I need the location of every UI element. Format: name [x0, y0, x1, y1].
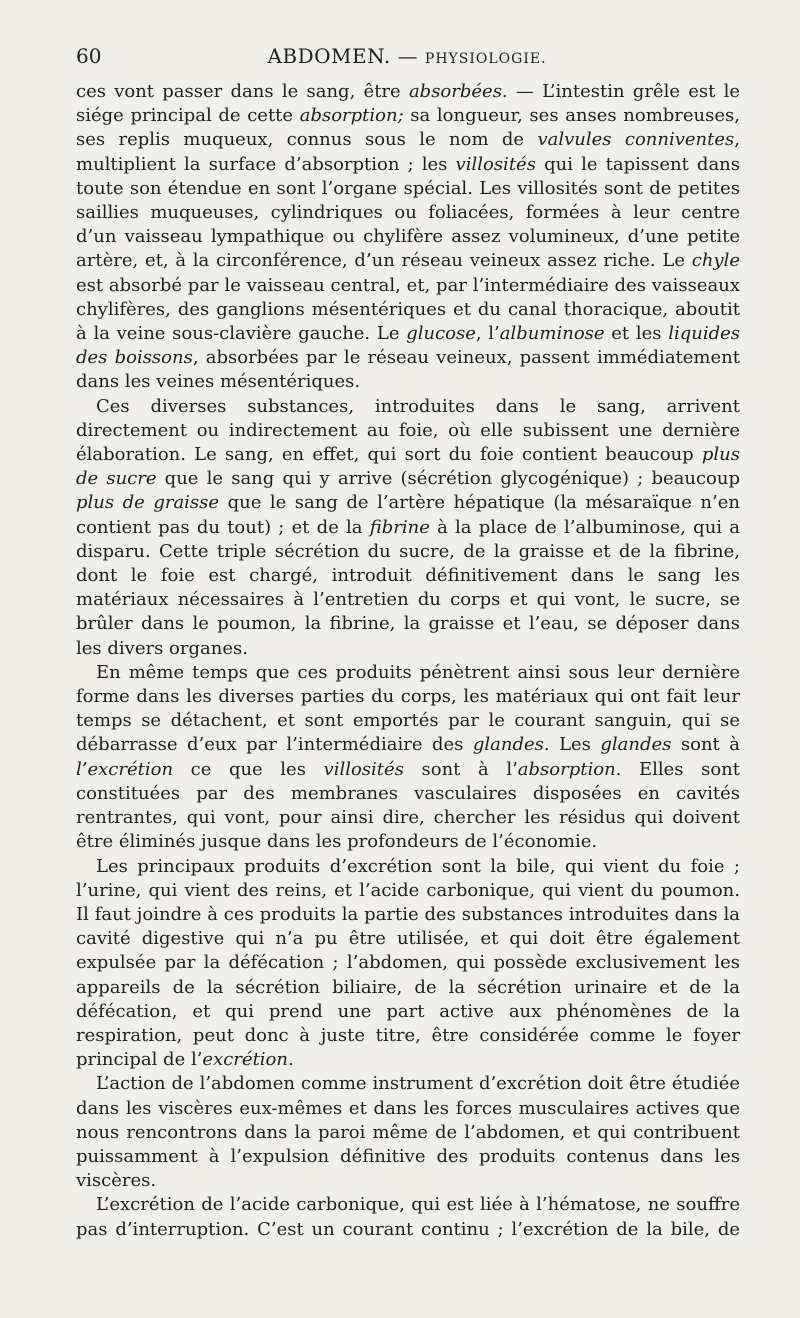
- paragraph-4: Les principaux produits d’excrétion sont la bile, qui vient du foie ; l’urine, qui vient des reins, et l’acide carbonique, qui vient du poumon. Il faut joindre à ces produits la partie des substances introduites dans la cavité digestive qui n’a pu être utilisée, et qui doit être également expulsée par la défécation ; l’abdomen, qui possède exclusivement les appareils de la sécrétion biliaire, de la sécrétion urinaire et de la défécation, et qui prend une part active aux phénomènes de la respiration, peut donc à juste titre, être considérée comme le foyer principal de l’excrétion.: [76, 855, 740, 1071]
- running-title: [76, 44, 738, 68]
- running-header: [76, 44, 738, 74]
- paragraph-6: L’excrétion de l’acide carbonique, qui est liée à l’hématose, ne souffre pas d’interruption. C’est un courant continu ; l’excrétion de la bile, de: [76, 1194, 740, 1240]
- header-subtitle: PHYSIOLOGIE.: [424, 51, 547, 67]
- page-number: 60: [76, 44, 102, 68]
- paragraph-2: Ces diverses substances, introduites dans le sang, arrivent directement ou indirectement au foie, où elle subissent une dernière élaboration. Le sang, en effet, qui sort du foie contient beaucoup plus de sucre que le sang qui y arrive (sécrétion glycogénique) ; beaucoup plus de graisse que le sang de l’artère hépatique (la mésaraïque n’en contient pas du tout) ; et de la fibrine à la place de l’albuminose, qui a disparu. Cette triple sécrétion du sucre, de la graisse et de la fibrine, dont le foie est chargé, introduit définitivement dans le sang les matériaux nécessaires à l’entretien du corps et qui vont, le sucre, se brûler dans le poumon, la fibrine, la graisse et l’eau, se déposer dans les divers organes.: [76, 395, 740, 659]
- paragraph-1: ces vont passer dans le sang, être absorbées. — L’intestin grêle est le siége principal de cette absorption; sa longueur, ses anses nombreuses, ses replis muqueux, connus sous le nom de valvules conniventes, multiplient la surface d’absorption ; les villosités qui le tapissent dans toute son étendue en sont l’organe spécial. Les villosités sont de petites saillies muqueuses, cylindriques ou foliacées, formées à leur centre d’un vaisseau lympathique ou chylifère assez volumineux, d’une petite artère, et, à la circonférence, d’un réseau veineux assez riche. Le chyle est absorbé par le vaisseau central, et, par l’intermédiaire des vaisseaux chylifères, des ganglions mésentériques et du canal thoracique, aboutit à la veine sous-clavière gauche. Le glucose, l’albuminose et les liquides des boissons, absorbées par le réseau veineux, passent immédiatement dans les veines mésentériques.: [76, 81, 741, 393]
- paragraph-5: L’action de l’abdomen comme instrument d’excrétion doit être étudiée dans les viscères eux-mêmes et dans les forces musculaires actives que nous rencontrons dans la paroi même de l’abdomen, et qui contribuent puissamment à l’expulsion définitive des produits contenus dans les viscères.: [76, 1073, 740, 1192]
- header-dash: —: [390, 44, 425, 68]
- paragraph-3: En même temps que ces produits pénètrent ainsi sous leur dernière forme dans les diverses parties du corps, les matériaux qui ont fait leur temps se détachent, et sont emportés par le courant sanguin, qui se débarrasse d’eux par l’intermédiaire des glandes. Les glandes sont à l’excrétion ce que les villosités sont à l’absorption. Elles sont constituées par des membranes vasculaires disposées en cavités rentrantes, qui vont, pour ainsi dire, chercher les résidus qui doivent être éliminés jusque dans les profondeurs de l’économie.: [76, 661, 740, 853]
- body-text: [76, 80, 740, 1242]
- header-title: ABDOMEN.: [267, 44, 391, 68]
